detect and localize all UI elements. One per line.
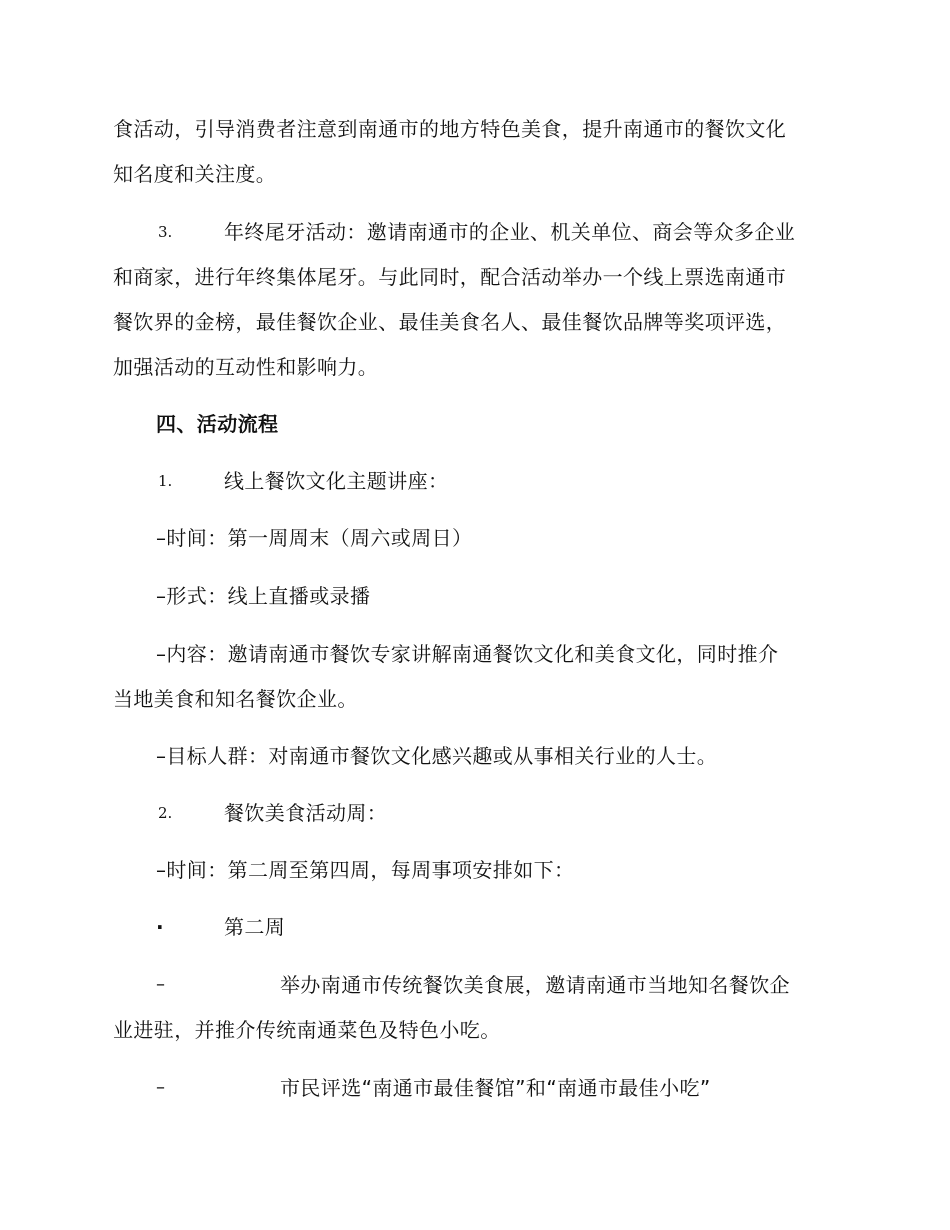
- list-item-text: 加强活动的互动性和影响力。: [113, 355, 379, 379]
- paragraph-line: 食活动，引导消费者注意到南通市的地方特色美食，提升南通市的餐饮文化: [113, 117, 787, 141]
- sub-item-marker: –: [156, 1077, 165, 1098]
- paragraph-line: 知名度和关注度。: [113, 162, 277, 186]
- step-title: 餐饮美食活动周：: [224, 801, 388, 825]
- list-number: 2.: [158, 804, 173, 822]
- week-label: 第二周: [224, 915, 286, 939]
- step-title: 线上餐饮文化主题讲座：: [224, 469, 449, 493]
- sub-item-marker: –: [156, 974, 165, 995]
- step-detail-time: –时间：第一周周末（周六或周日）: [156, 526, 473, 550]
- step-detail-content: –内容：邀请南通市餐饮专家讲解南通餐饮文化和美食文化，同时推介: [156, 642, 779, 666]
- step-detail-form: –形式：线上直播或录播: [156, 584, 371, 608]
- section-heading: 四、活动流程: [156, 412, 279, 436]
- step-detail-time: –时间：第二周至第四周，每周事项安排如下：: [156, 858, 575, 882]
- step-detail-content: 当地美食和知名餐饮企业。: [113, 687, 358, 711]
- list-number: 1.: [158, 472, 173, 490]
- sub-item-text: 业进驻，并推介传统南通菜色及特色小吃。: [113, 1018, 501, 1042]
- list-number: 3.: [158, 223, 173, 241]
- sub-item-text: 市民评选“南通市最佳餐馆”和“南通市最佳小吃”: [280, 1076, 711, 1100]
- bullet-marker: ·: [156, 915, 164, 939]
- sub-item-text: 举办南通市传统餐饮美食展，邀请南通市当地知名餐饮企: [280, 973, 790, 997]
- list-item-text: 和商家，进行年终集体尾牙。与此同时，配合活动举办一个线上票选南通市: [113, 265, 787, 289]
- list-item-text: 年终尾牙活动：邀请南通市的企业、机关单位、商会等众多企业: [224, 220, 796, 244]
- list-item-text: 餐饮界的金榜，最佳餐饮企业、最佳美食名人、最佳餐饮品牌等奖项评选，: [113, 310, 787, 334]
- step-detail-audience: –目标人群：对南通市餐饮文化感兴趣或从事相关行业的人士。: [156, 744, 718, 768]
